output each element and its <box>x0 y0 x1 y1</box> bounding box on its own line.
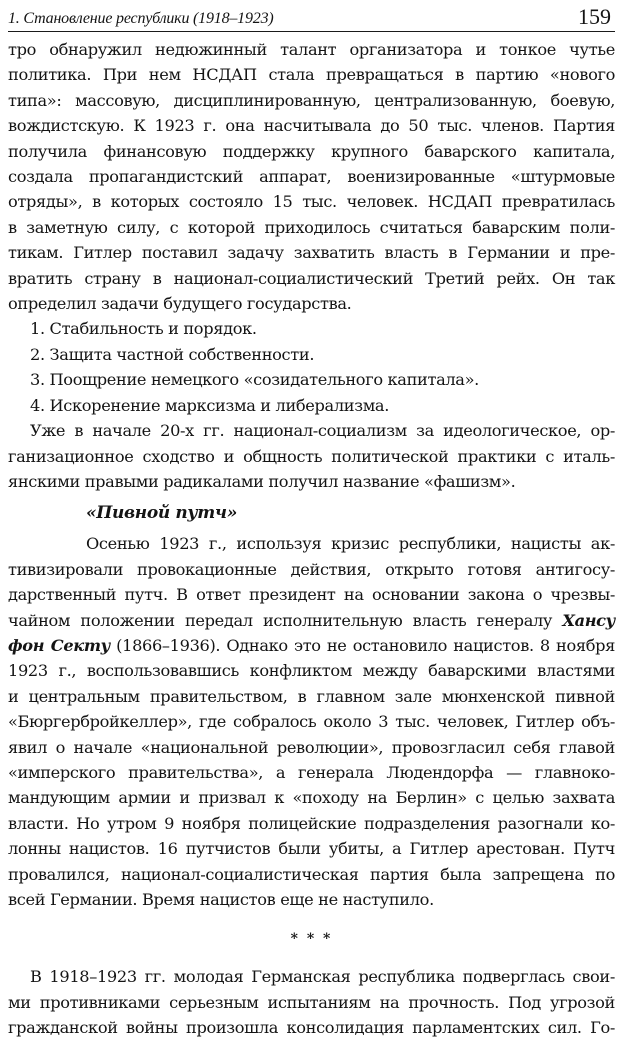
text-span: чайном положении передал исполнительную власть генералу <box>8 610 563 630</box>
text-span: (1866–1936). Однако это не остановило нацистов. 8 ноября <box>110 635 615 655</box>
person-name: фон Секту <box>8 635 110 655</box>
running-title: 1. Становление республики (1918–1923) <box>8 10 274 27</box>
text-line: Осенью 1923 г., используя кризис республики, нацисты ак- <box>86 534 615 554</box>
text-line: мандующим армии и призвал к «походу на Берлин» с целью захвата <box>8 788 615 808</box>
text-line: «имперского правительства», а генерала Людендорфа — главноко- <box>8 762 615 782</box>
text-line: получила финансовую поддержку крупного баварского капитала, <box>8 141 615 161</box>
text-line: лонны нацистов. 16 путчистов были убиты, а Гитлер арестован. Путч <box>8 839 615 859</box>
list-item: 1. Стабильность и порядок. <box>30 319 257 339</box>
body-text <box>8 37 615 1041</box>
text-line <box>8 633 615 658</box>
text-line: Уже в начале 20-х гг. национал-социализм за идеологическое, ор- <box>30 421 615 441</box>
paragraph-conclusion <box>8 964 615 1040</box>
text-line: создала пропагандистский аппарат, военизированные «штурмовые <box>8 167 615 187</box>
text-line: гражданской войны произошла консолидация парламентских сил. Го- <box>8 1018 615 1038</box>
text-line: вождистскую. К 1923 г. она насчитывала до 50 тыс. членов. Партия <box>8 116 615 136</box>
text-line: типа»: массовую, дисциплинированную, централизованную, боевую, <box>8 90 615 110</box>
text-line: политика. При нем НСДАП стала превращаться в партию «нового <box>8 65 615 85</box>
section-heading: «Пивной путч» <box>86 503 237 524</box>
text-line: тикам. Гитлер поставил задачу захватить власть в Германии и пре- <box>8 243 615 263</box>
text-line: дарственный путч. В ответ президент на основании закона о чрезвы- <box>8 585 615 605</box>
text-line: отряды», в которых состояло 15 тыс. человек. НСДАП превратилась <box>8 192 615 212</box>
text-line: власти. Но утром 9 ноября полицейские подразделения разогнали ко- <box>8 813 615 833</box>
text-line: 1923 г., воспользовавшись конфликтом между баварскими властями <box>8 661 615 681</box>
text-line: провалился, национал-социалистическая партия была запрещена по <box>8 864 615 884</box>
text-line: всей Германии. Время нацистов еще не наступило. <box>8 890 434 909</box>
text-line: янскими правыми радикалами получил название «фашизм». <box>8 471 516 491</box>
text-line: В 1918–1923 гг. молодая Германская республика подверглась свои- <box>30 967 615 987</box>
text-line: и центральным правительством, в главном зале мюнхенской пивной <box>8 686 615 706</box>
text-line: тивизировали провокационные действия, открыто готовя антигосу- <box>8 559 615 579</box>
text-line <box>8 608 615 633</box>
text-line: вратить страну в национал-социалистический Третий рейх. Он так <box>8 268 615 288</box>
paragraph-nsdap <box>8 37 615 316</box>
page-number: 159 <box>578 4 611 29</box>
text-line: определил задачи будущего государства. <box>8 294 352 314</box>
list-item: 3. Поощрение немецкого «созидательного капитала». <box>30 370 479 390</box>
person-name: Хансу <box>562 610 615 630</box>
text-line: ганизационное сходство и общность политической практики с италь- <box>8 446 615 466</box>
text-line: тро обнаружил недюжинный талант организатора и тонкое чутье <box>8 40 615 59</box>
list-item: 4. Искоренение марксизма и либерализма. <box>30 395 390 415</box>
goals-list <box>8 316 615 418</box>
page-header <box>8 4 615 32</box>
list-item: 2. Защита частной собственности. <box>30 344 315 364</box>
text-line: «Бюргербройкеллер», где собралось около 3 тыс. человек, Гитлер объ- <box>8 712 615 732</box>
text-line: в заметную силу, с которой приходилось считаться баварским поли- <box>8 217 615 237</box>
section-separator: * * * <box>290 931 333 948</box>
paragraph-putsch <box>8 531 615 912</box>
text-line: явил о начале «национальной революции», провозгласил себя главой <box>8 737 615 757</box>
text-line: ми противниками серьезным испытаниям на прочность. Под угрозой <box>8 992 615 1012</box>
paragraph-fascism <box>8 418 615 494</box>
